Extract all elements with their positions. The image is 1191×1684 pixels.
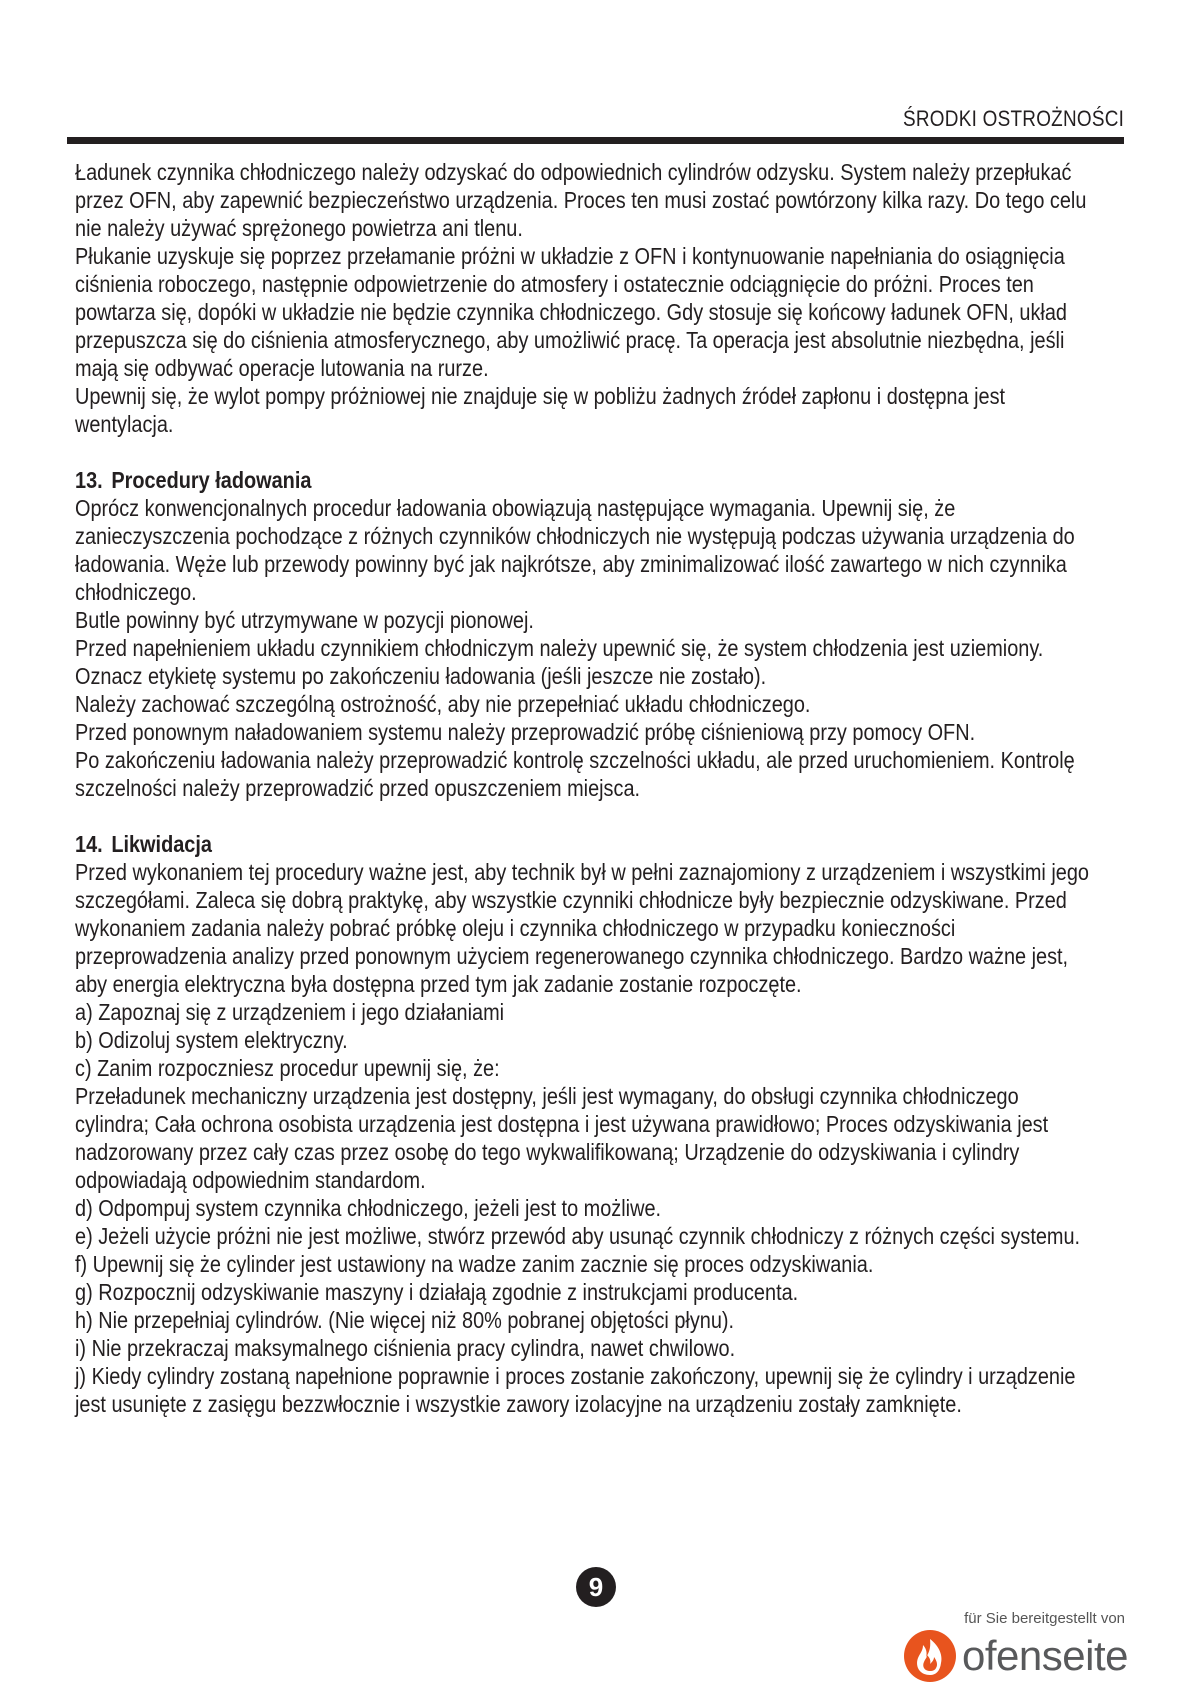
section-13-paragraph: Po zakończeniu ładowania należy przeprowadzić kontrolę szczelności układu, ale przed uruchomieniem. Kontrolę szczelności należy przeprowadzić przed opuszczeniem miejsca.: [75, 747, 1075, 801]
section-14-list-item: h) Nie przepełniaj cylindrów. (Nie więcej niż 80% pobranej objętości płynu).: [75, 1307, 735, 1333]
section-14-paragraph: Przeładunek mechaniczny urządzenia jest dostępny, jeśli jest wymagany, do obsługi czynnika chłodniczego cylindra; Cała ochrona osobista urządzenia jest dostępna i jest używana prawidłowo; Proces odzyskiwania jest nadzorowany przez cały czas przez osobę do tego wykwalifikowaną; Urządzenie do odzyskiwania i cylindry odpowiadają odpowiednim standardom.: [75, 1083, 1049, 1193]
section-14-list-item: c) Zanim rozpoczniesz procedur upewnij się, że:: [75, 1055, 500, 1081]
section-14-list-item: f) Upewnij się że cylinder jest ustawiony na wadze zanim zacznie się proces odzyskiwania.: [75, 1251, 874, 1277]
spacer: [75, 802, 1096, 830]
section-13-number: 13.: [75, 467, 103, 493]
section-14-heading: [75, 830, 1096, 858]
brand-name: ofenseite: [962, 1632, 1128, 1679]
section-13-paragraph: Butle powinny być utrzymywane w pozycji pionowej.: [75, 607, 534, 633]
section-14-title: Likwidacja: [111, 831, 212, 857]
page-number: 9: [576, 1567, 616, 1607]
section-13-title: Procedury ładowania: [111, 467, 312, 493]
intro-paragraph: Płukanie uzyskuje się poprzez przełamanie próżni w układzie z OFN i kontynuowanie napełniania do osiągnięcia ciśnienia roboczego, następnie odpowietrzenie do atmosfery i ostatecznie odciągnięcie do próżni. Proces ten powtarza się, dopóki w układzie nie będzie czynnika chłodniczego. Gdy stosuje się końcowy ładunek OFN, układ przepuszcza się do ciśnienia atmosferycznego, aby umożliwić pracę. Ta operacja jest absolutnie niezbędna, jeśli mają się odbywać operacje lutowania na rurze.: [75, 243, 1067, 381]
section-13-paragraph: Przed napełnieniem układu czynnikiem chłodniczym należy upewnić się, że system chłodzenia jest uziemiony. Oznacz etykietę systemu po zakończeniu ładowania (jeśli jeszcze nie zostało).: [75, 635, 1044, 689]
section-14-list-item: e) Jeżeli użycie próżni nie jest możliwe, stwórz przewód aby usunąć czynnik chłodniczy z różnych części systemu.: [75, 1223, 1081, 1249]
intro-paragraph: Upewnij się, że wylot pompy próżniowej nie znajduje się w pobliżu żadnych źródeł zapłonu i dostępna jest wentylacja.: [75, 383, 1006, 437]
section-14-list-item: i) Nie przekraczaj maksymalnego ciśnienia pracy cylindra, nawet chwilowo.: [75, 1335, 736, 1361]
document-body: [75, 158, 1096, 1418]
section-14-list-item: b) Odizoluj system elektryczny.: [75, 1027, 348, 1053]
spacer: [75, 438, 1096, 466]
page-header-title: ŚRODKI OSTROŻNOŚCI: [902, 106, 1124, 131]
section-14-list-item: a) Zapoznaj się z urządzeniem i jego działaniami: [75, 999, 505, 1025]
brand-tagline: für Sie bereitgestellt von: [964, 1610, 1125, 1627]
header-divider: [67, 137, 1124, 144]
section-14-list-item: j) Kiedy cylindry zostaną napełnione poprawnie i proces zostanie zakończony, upewnij się że cylindry i urządzenie jest usunięte z zasięgu bezzwłocznie i wszystkie zawory izolacyjne na urządzeniu zostały zamknięte.: [75, 1363, 1076, 1417]
section-14-paragraph: Przed wykonaniem tej procedury ważne jest, aby technik był w pełni zaznajomiony z urządzeniem i wszystkimi jego szczegółami. Zaleca się dobrą praktykę, aby wszystkie czynniki chłodnicze były bezpiecznie odzyskiwane. Przed wykonaniem zadania należy pobrać próbkę oleju i czynnika chłodniczego w przypadku konieczności przeprowadzenia analizy przed ponownym użyciem regenerowanego czynnika chłodniczego. Bardzo ważne jest, aby energia elektryczna była dostępna przed tym jak zadanie zostanie rozpoczęte.: [75, 859, 1089, 997]
section-13-paragraph: Należy zachować szczególną ostrożność, aby nie przepełniać układu chłodniczego.: [75, 691, 811, 717]
section-14-number: 14.: [75, 831, 103, 857]
section-14-list-item: d) Odpompuj system czynnika chłodniczego, jeżeli jest to możliwe.: [75, 1195, 662, 1221]
section-13-paragraph: Oprócz konwencjonalnych procedur ładowania obowiązują następujące wymagania. Upewnij się, że zanieczyszczenia pochodzące z różnych czynników chłodniczych nie występują podczas używania urządzenia do ładowania. Węże lub przewody powinny być jak najkrótsze, aby zminimalizować ilość zawartego w nich czynnika chłodniczego.: [75, 495, 1075, 605]
section-13-paragraph: Przed ponownym naładowaniem systemu należy przeprowadzić próbę ciśnieniową przy pomocy OFN.: [75, 719, 976, 745]
section-14-list-item: g) Rozpocznij odzyskiwanie maszyny i działają zgodnie z instrukcjami producenta.: [75, 1279, 799, 1305]
ofenseite-brand: [902, 1628, 1128, 1684]
intro-paragraph: Ładunek czynnika chłodniczego należy odzyskać do odpowiednich cylindrów odzysku. System należy przepłukać przez OFN, aby zapewnić bezpieczeństwo urządzenia. Proces ten musi zostać powtórzony kilka razy. Do tego celu nie należy używać sprężonego powietrza ani tlenu.: [75, 159, 1087, 241]
section-13-heading: [75, 466, 1096, 494]
flame-logo-icon: [902, 1628, 958, 1684]
